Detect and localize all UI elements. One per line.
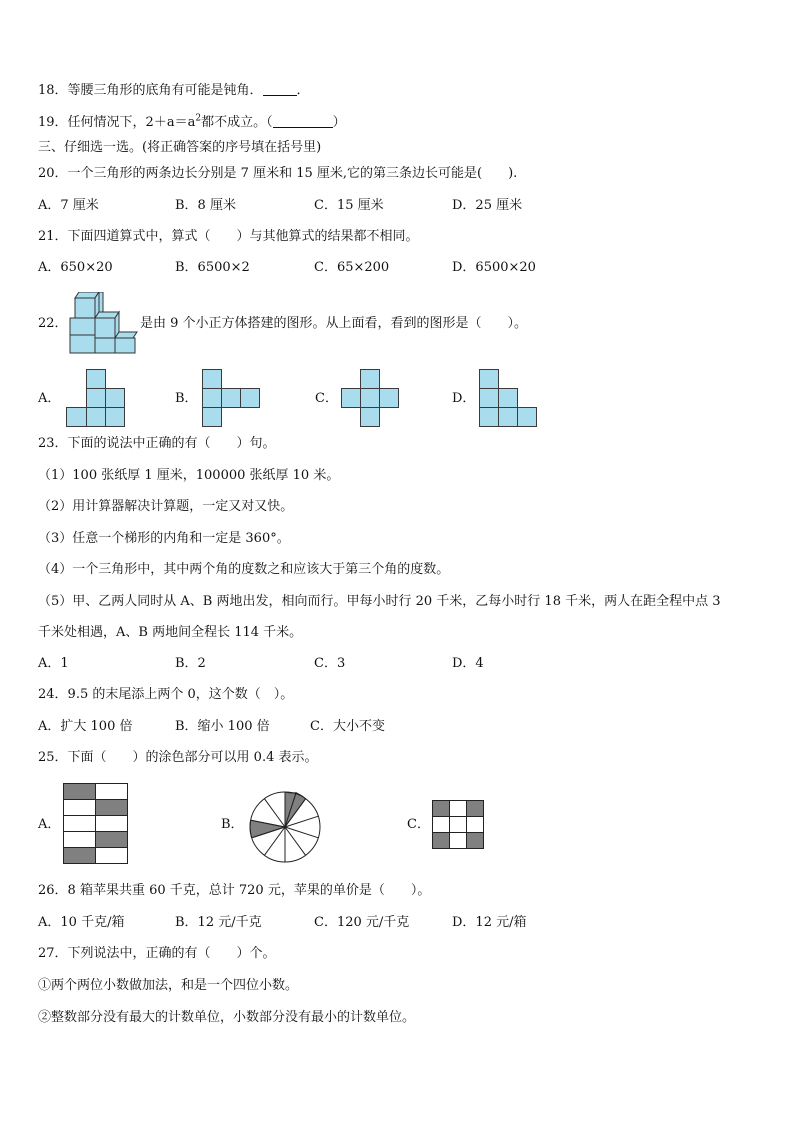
answer-blank[interactable] [263, 82, 297, 96]
shaded-cell [466, 832, 484, 849]
option-a[interactable]: A．10 千克/箱 [38, 915, 125, 930]
statement-5-cont: 千米处相遇，A、B 两地间全程长 114 千米。 [38, 625, 303, 640]
statement-4: （4）一个三角形中，其中两个角的度数之和应该大于第三个角的度数。 [38, 562, 450, 577]
option-c[interactable]: C．15 厘米 [314, 198, 384, 213]
option-c[interactable]: C．大小不变 [310, 719, 385, 734]
option-c[interactable]: C．65×200 [314, 260, 390, 275]
statement-5: （5）甲、乙两人同时从 A、B 两地出发，相向而行。甲每小时行 20 千米，乙每小时行 18 千米，两人在距全程中点 3 [38, 594, 721, 609]
option-d-label[interactable]: D． [452, 391, 476, 406]
option-d[interactable]: D．4 [452, 656, 484, 671]
option-b-label[interactable]: B． [221, 817, 244, 832]
option-b[interactable]: B．缩小 100 倍 [175, 719, 270, 734]
grid-cell [66, 407, 87, 427]
statement-2: （2）用计算器解决计算题，一定又对又快。 [38, 499, 294, 514]
option-a[interactable]: A．扩大 100 倍 [38, 719, 133, 734]
option-c-label[interactable]: C． [407, 817, 430, 832]
option-b[interactable]: B．8 厘米 [175, 198, 236, 213]
grid-cell [105, 388, 125, 408]
option-b-circle[interactable] [249, 791, 321, 863]
grid-cell [202, 407, 222, 427]
option-c[interactable]: C．120 元/千克 [314, 915, 410, 930]
grid-cell [221, 388, 241, 408]
statement-1: ①两个两位小数做加法，和是一个四位小数。 [38, 978, 299, 993]
question-22-text: 是由 9 个小正方体搭建的图形。从上面看，看到的图形是（ ）。 [140, 316, 528, 331]
grid-cell [202, 369, 222, 389]
grid-cell [379, 388, 399, 408]
answer-blank[interactable] [273, 114, 333, 128]
option-b[interactable]: B．12 元/千克 [175, 915, 262, 930]
option-a[interactable]: A．7 厘米 [38, 198, 99, 213]
grid-cell [479, 407, 499, 427]
question-27: 27．下列说法中，正确的有（ ）个。 [38, 946, 276, 961]
option-c[interactable]: C．3 [314, 656, 346, 671]
options-21 [38, 259, 758, 277]
question-25: 25．下面（ ）的涂色部分可以用 0.4 表示。 [38, 750, 318, 765]
question-24: 24．9.5 的末尾添上两个 0，这个数（ ）。 [38, 687, 294, 702]
option-c-view[interactable] [341, 369, 399, 427]
shaded-cell [432, 800, 450, 817]
options-23 [38, 655, 758, 673]
blank-cell [449, 832, 467, 849]
shaded-cell [95, 831, 128, 848]
grid-cell [86, 388, 106, 408]
option-a[interactable]: A．650×20 [38, 260, 113, 275]
option-b-view[interactable] [202, 369, 260, 427]
blank-cell [95, 783, 128, 800]
blank-cell [466, 816, 484, 833]
grid-cell [498, 407, 518, 427]
cube-stack-icon [69, 292, 139, 356]
grid-cell [517, 407, 537, 427]
option-d[interactable]: D．6500×20 [452, 260, 536, 275]
shaded-cell [63, 783, 96, 800]
option-a-grid[interactable] [63, 783, 128, 864]
grid-cell [479, 369, 499, 389]
option-a-label[interactable]: A． [38, 817, 61, 832]
cube-stack-figure [69, 292, 139, 356]
grid-cell [360, 407, 380, 427]
grid-cell [240, 388, 260, 408]
shaded-cell [63, 847, 96, 864]
option-d[interactable]: D．12 元/箱 [452, 915, 527, 930]
options-24 [38, 718, 758, 736]
shaded-cell [95, 799, 128, 816]
option-b[interactable]: B．2 [175, 656, 206, 671]
option-a[interactable]: A．1 [38, 656, 69, 671]
option-a-label[interactable]: A． [38, 391, 61, 406]
blank-cell [63, 831, 96, 848]
blank-cell [449, 816, 467, 833]
option-d-view[interactable] [479, 369, 537, 427]
options-26 [38, 914, 758, 932]
option-b[interactable]: B．6500×2 [175, 260, 250, 275]
grid-cell [498, 388, 518, 408]
question-23: 23．下面的说法中正确的有（ ）句。 [38, 436, 276, 451]
option-d[interactable]: D．25 厘米 [452, 198, 523, 213]
statement-3: （3）任意一个梯形的内角和一定是 360°。 [38, 531, 290, 546]
option-a-view[interactable] [66, 369, 126, 427]
question-22-number: 22． [38, 316, 68, 331]
option-c-grid[interactable] [432, 800, 484, 849]
question-26: 26．8 箱苹果共重 60 千克，总计 720 元，苹果的单价是（ ）。 [38, 883, 431, 898]
grid-cell [86, 369, 106, 389]
blank-cell [449, 800, 467, 817]
section-heading: 三、仔细选一选。(将正确答案的序号填在括号里) [38, 140, 322, 155]
shaded-cell [466, 800, 484, 817]
grid-cell [360, 388, 380, 408]
grid-cell [360, 369, 380, 389]
option-c-label[interactable]: C． [315, 391, 338, 406]
grid-cell [86, 407, 106, 427]
grid-cell [202, 388, 222, 408]
shaded-cell [432, 832, 450, 849]
grid-cell [341, 388, 361, 408]
question-20: 20．一个三角形的两条边长分别是 7 厘米和 15 厘米,它的第三条边长可能是( ). [38, 166, 518, 181]
blank-cell [432, 816, 450, 833]
option-b-label[interactable]: B． [175, 391, 198, 406]
question-19: 19．任何情况下，$2+a=a^2$都不成立。（ ） [38, 113, 346, 130]
statement-1: （1）100 张纸厚 1 厘米，100000 张纸厚 10 米。 [38, 468, 340, 483]
question-21: 21．下面四道算式中，算式（ ）与其他算式的结果都不相同。 [38, 229, 419, 244]
blank-cell [63, 799, 96, 816]
blank-cell [95, 847, 128, 864]
blank-cell [63, 815, 96, 832]
grid-cell [105, 407, 125, 427]
statement-2: ②整数部分没有最大的计数单位，小数部分没有最小的计数单位。 [38, 1010, 416, 1025]
blank-cell [95, 815, 128, 832]
grid-cell [479, 388, 499, 408]
options-20 [38, 197, 758, 215]
question-18: 18．等腰三角形的底角有可能是钝角． ． [38, 83, 310, 98]
